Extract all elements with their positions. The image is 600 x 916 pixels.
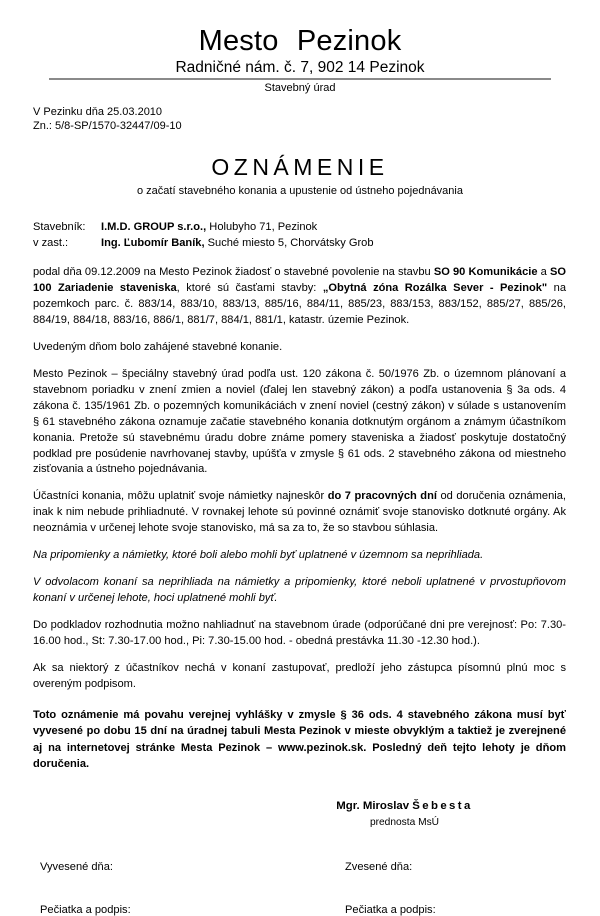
representative-name: Ing. Ľubomír Baník,	[101, 237, 205, 250]
department-name: Stavebný úrad	[264, 82, 336, 95]
signatory-title-prefix: Mgr. Miroslav	[336, 799, 413, 812]
parcel-list: na pozemkoch parc. č. 883/14, 883/10, 883/13, 885/16, 884/11, 885/23, 883/153, 883/152, 885/27, 885/26, 884/19, 884/18, 883/16, 886/1, 881/7, 884/1, 881/1, katastr. územie Pezinok.	[33, 281, 566, 326]
parties-block	[33, 220, 566, 252]
place-and-date: V Pezinku dňa 25.03.2010	[33, 105, 163, 118]
document-meta	[33, 105, 600, 134]
posting-dates-row	[40, 861, 566, 873]
application-intro: podal dňa 09.12.2009 na Mesto Pezinok žiadosť o stavebné povolenie na stavbu	[33, 265, 434, 278]
signature-block	[33, 798, 566, 831]
project-name: „Obytná zóna Rozálka Sever - Pezinok"	[322, 281, 548, 294]
proceeding-started-paragraph: Uvedeným dňom bolo zahájené stavebné konanie.	[33, 340, 283, 353]
builder-value	[101, 220, 317, 236]
notice-title: OZNÁMENIE	[211, 153, 389, 180]
representative-label: v zast.:	[33, 237, 69, 250]
object-2: SO 100 Zariadenie staveniska	[33, 265, 566, 294]
objections-paragraph	[33, 489, 566, 537]
builder-address: Holubyho 71, Pezinok	[206, 221, 318, 234]
italic-note-territorial: Na pripomienky a námietky, ktoré boli alebo mohli byť uplatnené v územnom sa neprihliada.	[33, 549, 484, 562]
representation-paragraph: Ak sa niektorý z účastníkov nechá v konaní zastupovať, predloží jeho zástupca písomnú plnú moc s overeným podpisom.	[33, 662, 566, 691]
removed-date-field: Zvesené dňa:	[345, 861, 413, 873]
representative-address: Suché miesto 5, Chorvátsky Grob	[204, 237, 374, 250]
letterhead	[0, 0, 600, 96]
representative-value	[101, 236, 374, 252]
office-hours-paragraph: Do podkladov rozhodnutia možno nahliadnuť na stavebnom úrade (odporúčané dni pre verejnosť: Po: 7.30-16.00 hod., St: 7.30-17.00 hod., Pi: 7.30-15.00 hod. - obedná prestávka 11.30 -12.30 hod.).	[33, 619, 566, 648]
object-tail: , ktoré sú časťami stavby:	[176, 281, 323, 294]
public-notice-paragraph: Toto oznámenie má povahu verejnej vyhlášky v zmysle § 36 ods. 4 stavebného zákona musí byť vyvesené po dobu 15 dní na úradnej tabuli Mesta Pezinok v mieste obvyklým a taktiež je zverejnené aj na internetovej stránke Mesta Pezinok – www.pezinok.sk. Posledný deň tejto lehoty je dňom doručenia.	[33, 709, 566, 770]
posted-date-field: Vyvesené dňa:	[40, 861, 113, 873]
notice-heading-block	[0, 154, 600, 199]
header-divider	[49, 78, 551, 80]
footer-fields	[40, 861, 566, 916]
objects-conjunction: a	[537, 265, 550, 278]
object-1: SO 90 Komunikácie	[433, 265, 538, 278]
organization-address: Radničné nám. č. 7, 902 14 Pezinok	[175, 59, 425, 77]
objections-intro: Účastníci konania, môžu uplatniť svoje námietky najneskôr	[33, 490, 328, 503]
notice-subtitle: o začatí stavebného konania a upustenie od ústneho pojednávania	[137, 185, 463, 198]
builder-row	[33, 220, 566, 236]
italic-note-appeal: V odvolacom konaní sa neprihliada na námietky a pripomienky, ktoré neboli uplatnené v prvostupňovom konaní v určenej lehote, hoci uplatnené mohli byť.	[33, 576, 566, 605]
representative-row	[33, 236, 566, 252]
stamp-signature-row	[40, 904, 566, 916]
builder-label: Stavebník:	[33, 221, 86, 234]
stamp-field-right: Pečiatka a podpis:	[345, 904, 436, 916]
objections-deadline: do 7 pracovných dní	[327, 490, 437, 503]
organization-title: Mesto Pezinok	[198, 25, 402, 57]
document-body	[33, 220, 566, 831]
stamp-field-left: Pečiatka a podpis:	[40, 904, 131, 916]
objections-rest: od doručenia oznámenia, inak k nim nebude prihliadnuté. V rovnakej lehote sú povinné oznámiť svoje stanovisko dotknuté orgány. Ak neoznámia v určenej lehote svoje stanovisko, má sa za to, že so stavbou súhlasia.	[33, 490, 566, 535]
reference-number: Zn.: 5/8-SP/1570-32447/09-10	[33, 120, 182, 133]
signatory-role: prednosta MsÚ	[369, 817, 440, 829]
legal-basis-paragraph: Mesto Pezinok – špeciálny stavebný úrad podľa ust. 120 zákona č. 50/1976 Zb. o územnom plánovaní a stavebnom poriadku v znení zmien a noviel (ďalej len stavebný zákon) a podľa ustanovenia § 3a ods. 4 zákona č. 135/1961 Zb. o pozemných komunikáciách v znení noviel (cestný zákon) v súlade s ustanovením § 61 stavebného zákona oznamuje začatie stavebného konania dotknutým orgánom a známym účastníkom konania. Pretože sú stavebnému úradu dobre známe pomery staveniska a žiadosť poskytuje dostatočný podklad pre posúdenie navrhovanej stavby, upúšťa v zmysle § 61 ods. 2 stavebného zákona od miestneho zisťovania a ústneho pojednávania.	[33, 367, 566, 476]
application-paragraph	[33, 265, 566, 329]
signatory-surname: Šebesta	[412, 799, 473, 812]
signatory-name	[243, 798, 566, 814]
builder-name: I.M.D. GROUP s.r.o.,	[101, 221, 207, 234]
